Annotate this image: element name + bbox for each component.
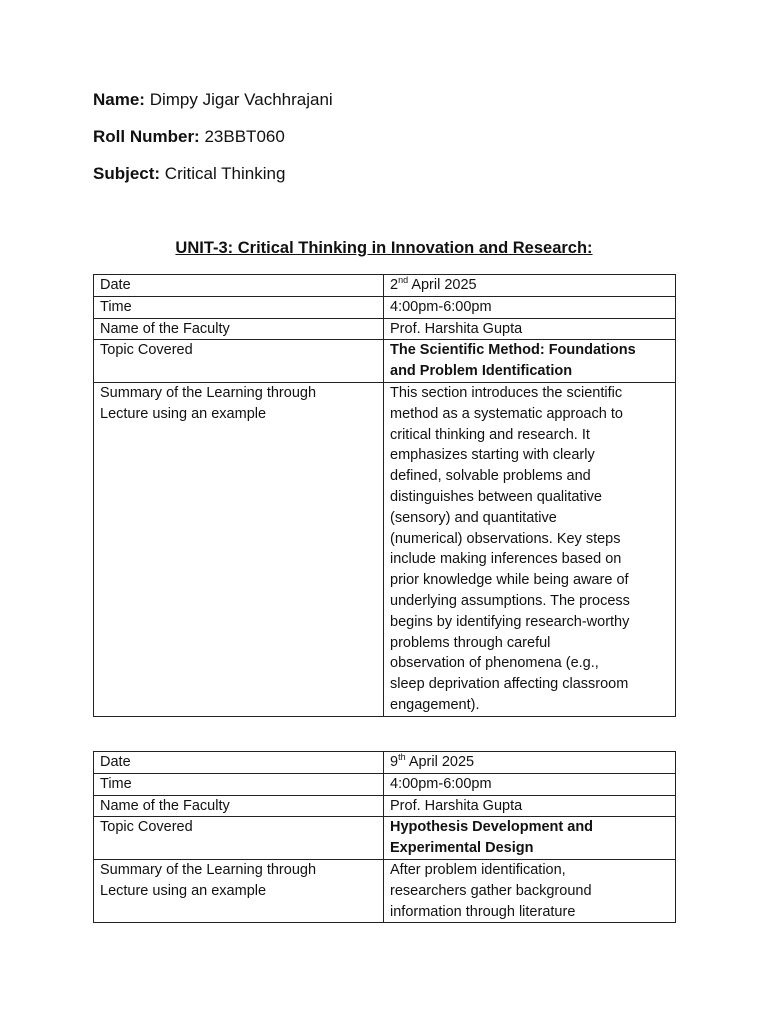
unit-title: UNIT-3: Critical Thinking in Innovation and Research: xyxy=(175,239,593,257)
topic-value: The Scientific Method: Foundations and Problem Identification xyxy=(384,340,676,383)
table-row-summary xyxy=(94,382,676,716)
summary-label: Summary of the Learning through Lecture using an example xyxy=(94,382,384,716)
summary-value: This section introduces the scientific method as a systematic approach to critical thinking and research. It emphasizes starting with clearly defined, solvable problems and distinguishes between qualitative (sensory) and quantitative (numerical) observations. Key steps include making inferences based on prior knowledge while being aware of underlying assumptions. The process begins by identifying research-worthy problems through careful observation of phenomena (e.g., sleep deprivation affecting classroom engagement). xyxy=(384,382,676,716)
table-row-summary xyxy=(94,859,676,922)
date-label: Date xyxy=(94,275,384,297)
student-name-line xyxy=(93,89,333,111)
topic-label: Topic Covered xyxy=(94,817,384,860)
faculty-value: Prof. Harshita Gupta xyxy=(384,795,676,817)
faculty-label: Name of the Faculty xyxy=(94,795,384,817)
time-value: 4:00pm-6:00pm xyxy=(384,296,676,318)
time-value: 4:00pm-6:00pm xyxy=(384,773,676,795)
date-value: 2nd April 2025 xyxy=(384,275,676,297)
table-row-topic xyxy=(94,817,676,860)
subject-value: Critical Thinking xyxy=(164,164,286,183)
time-label: Time xyxy=(94,296,384,318)
topic-value: Hypothesis Development and Experimental Design xyxy=(384,817,676,860)
name-value: Dimpy Jigar Vachhrajani xyxy=(149,90,333,109)
table-row-date xyxy=(94,275,676,297)
roll-number-label: Roll Number: xyxy=(93,127,200,146)
topic-label: Topic Covered xyxy=(94,340,384,383)
table-row-date xyxy=(94,752,676,774)
table-row-time xyxy=(94,773,676,795)
summary-label: Summary of the Learning through Lecture using an example xyxy=(94,859,384,922)
summary-value: After problem identification, researchers gather background information through literature xyxy=(384,859,676,922)
roll-number-line xyxy=(93,126,285,148)
date-value: 9th April 2025 xyxy=(384,752,676,774)
faculty-value: Prof. Harshita Gupta xyxy=(384,318,676,340)
table-row-time xyxy=(94,296,676,318)
name-label: Name: xyxy=(93,90,145,109)
roll-number-value: 23BBT060 xyxy=(204,127,285,146)
session-table xyxy=(93,751,676,923)
table-row-faculty xyxy=(94,795,676,817)
date-label: Date xyxy=(94,752,384,774)
faculty-label: Name of the Faculty xyxy=(94,318,384,340)
time-label: Time xyxy=(94,773,384,795)
table-row-topic xyxy=(94,340,676,383)
session-table xyxy=(93,274,676,717)
table-row-faculty xyxy=(94,318,676,340)
subject-label: Subject: xyxy=(93,164,161,183)
subject-line xyxy=(93,163,285,185)
